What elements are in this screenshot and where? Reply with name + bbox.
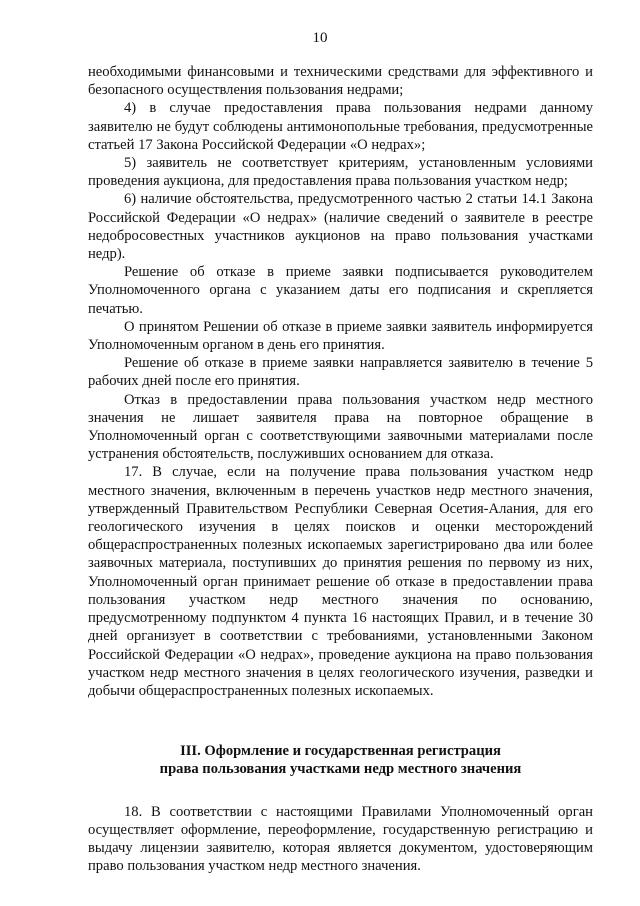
page-number: 10 [312,30,328,46]
paragraph-item-17: 17. В случае, если на получение права пользования участком недр местного значения, включенным в перечень участков недр местного значения, утвержденный Правительством Республики Северная Осетия-Алания, для его геологического изучения в целях поисков и оценки месторождений общераспространенных полезных ископаемых зарегистрировано два или более заявочных материала, поступивших до принятия решения по первому из них, Уполномоченный орган принимает решение об отказе в предоставлении права пользования участком недр местного значения по основанию, предусмотренному подпунктом 4 пункта 16 настоящих Правил, и в течение 30 дней организует в соответствии с требованиями, установленными Законом Российской Федерации «О недрах», проведение аукциона на право пользования участком недр местного значения в целях геологического изучения, разведки и добычи общераспространенных полезных ископаемых. [88,464,593,699]
document-body [88,63,593,875]
paragraph-refusal-signing: Решение об отказе в приеме заявки подписывается руководителем Уполномоченного органа с указанием даты его подписания и скрепляется печатью. [88,264,593,317]
paragraph-item-6: 6) наличие обстоятельства, предусмотренного частью 2 статьи 14.1 Закона Российской Федерации «О недрах» (наличие сведений о заявителе в реестре недобросовестных участников аукционов на право пользования участками недр). [88,191,593,263]
paragraph-item-5: 5) заявитель не соответствует критериям, установленным условиями проведения аукциона, для предоставления права пользования участком недр; [88,155,593,190]
section-heading [88,742,593,778]
paragraph-repeat-application: Отказ в предоставлении права пользования участком недр местного значения не лишает заявителя права на повторное обращение в Уполномоченный орган с соответствующими заявочными материалами после устранения обстоятельств, послуживших основанием для отказа. [88,391,593,463]
paragraph-refusal-sending: Решение об отказе в приеме заявки направляется заявителю в течение 5 рабочих дней после его принятия. [88,355,593,390]
section-heading-line-1: III. Оформление и государственная регистрация [180,743,501,760]
section-heading-line-2: права пользования участками недр местного значения [159,761,522,778]
paragraph-item-18: 18. В соответствии с настоящими Правилами Уполномоченный орган осуществляет оформление, переоформление, государственную регистрацию и выдачу лицензии заявителю, которая является документом, удостоверяющим право пользования участком недр местного значения. [88,803,593,875]
paragraph-refusal-notification: О принятом Решении об отказе в приеме заявки заявитель информируется Уполномоченным органом в день его принятия. [88,318,593,354]
paragraph-item-4: 4) в случае предоставления права пользования недрами данному заявителю не будут соблюдены антимонопольные требования, предусмотренные статьей 17 Закона Российской Федерации «О недрах»; [88,100,593,153]
paragraph-continuation: необходимыми финансовыми и техническими средствами для эффективного и безопасного осуществления пользования недрами; [88,64,593,99]
